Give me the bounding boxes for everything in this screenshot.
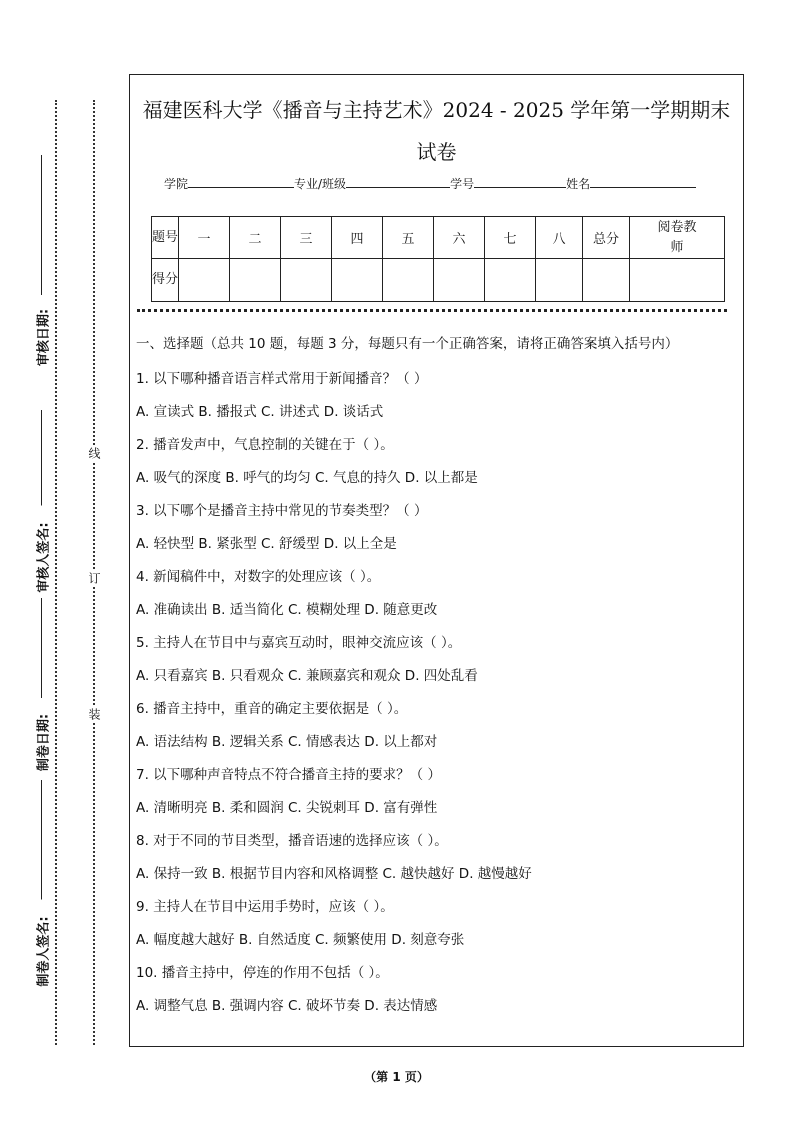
college-field[interactable] [188,175,294,188]
score-cell[interactable] [630,259,725,302]
student-info-row [164,175,696,192]
major-class-field[interactable] [346,175,450,188]
question-list [136,363,736,1023]
reviewer-sign-underline [41,410,42,520]
question-1-options: A. 宣读式 B. 播报式 C. 讲述式 D. 谈话式 [136,404,384,420]
score-table-header-label: 题号 [152,217,179,259]
score-col-header: 四 [332,217,383,259]
exam-content [136,333,736,1023]
binding-mark-zhuang: 装 [87,708,101,720]
score-cell[interactable] [383,259,434,302]
score-cell[interactable] [179,259,230,302]
maker-sign-underline [41,780,42,905]
question-2-options: A. 吸气的深度 B. 呼气的均匀 C. 气息的持久 D. 以上都是 [136,470,478,486]
score-col-header: 阅卷教师 [630,217,725,259]
question-6: 6. 播音主持中，重音的确定主要依据是（ ）。 [136,701,408,717]
question-9-options: A. 幅度越大越好 B. 自然适度 C. 频繁使用 D. 刻意夸张 [136,932,465,948]
exam-title-line1: 福建医科大学《播音与主持艺术》2024 - 2025 学年第一学期期末 [142,98,731,122]
question-7-options: A. 清晰明亮 B. 柔和圆润 C. 尖锐刺耳 D. 富有弹性 [136,800,438,816]
score-cell[interactable] [332,259,383,302]
question-10-options: A. 调整气息 B. 强调内容 C. 破坏节奏 D. 表达情感 [136,998,438,1014]
section-heading: 一、选择题（总共 10 题，每题 3 分，每题只有一个正确答案，请将正确答案填入括号内） [136,336,679,352]
binding-margin [0,0,128,1122]
question-3-options: A. 轻快型 B. 紧张型 C. 舒缓型 D. 以上全是 [136,536,397,552]
score-col-header: 总分 [583,217,630,259]
score-col-header: 二 [230,217,281,259]
major-class-label: 专业/班级 [294,177,347,191]
college-label: 学院 [164,177,189,191]
maker-sign-label: 制卷人签名: [33,900,52,1004]
score-cell[interactable] [583,259,630,302]
section-divider [137,309,727,312]
exam-title [130,89,743,173]
student-id-label: 学号 [450,177,475,191]
score-col-header: 一 [179,217,230,259]
question-1: 1. 以下哪种播音语言样式常用于新闻播音？（ ） [136,371,428,387]
binding-dotted-line [55,100,57,1045]
review-date-underline [41,155,42,295]
score-cell[interactable] [434,259,485,302]
exam-title-line2: 试卷 [416,140,457,164]
question-4-options: A. 准确读出 B. 适当简化 C. 模糊处理 D. 随意更改 [136,602,438,618]
score-table-row-label: 得分 [152,259,179,302]
score-col-header: 八 [536,217,583,259]
student-id-field[interactable] [474,175,566,188]
score-cell[interactable] [230,259,281,302]
question-9: 9. 主持人在节目中运用手势时，应该（ ）。 [136,899,394,915]
question-2: 2. 播音发声中，气息控制的关键在于（ ）。 [136,437,394,453]
question-4: 4. 新闻稿件中，对数字的处理应该（ ）。 [136,569,381,585]
page-number: （第 1 页） [364,1070,429,1084]
score-cell[interactable] [485,259,536,302]
exam-frame [129,74,744,1047]
name-field[interactable] [590,175,696,188]
reviewer-sign-label: 审核人签名: [33,506,52,610]
score-col-header: 三 [281,217,332,259]
question-8: 8. 对于不同的节目类型，播音语速的选择应该（ ）。 [136,833,448,849]
review-date-label: 审核日期: [33,300,52,376]
maker-date-label: 制卷日期: [33,705,52,781]
score-col-header: 五 [383,217,434,259]
question-3: 3. 以下哪个是播音主持中常见的节奏类型？（ ） [136,503,428,519]
name-label: 姓名 [566,177,591,191]
binding-mark-line: 线 [87,447,101,459]
binding-mark-ding: 订 [87,572,101,584]
question-5-options: A. 只看嘉宾 B. 只看观众 C. 兼顾嘉宾和观众 D. 四处乱看 [136,668,478,684]
score-cell[interactable] [281,259,332,302]
score-table [151,216,725,302]
question-6-options: A. 语法结构 B. 逻辑关系 C. 情感表达 D. 以上都对 [136,734,438,750]
score-col-header: 七 [485,217,536,259]
question-7: 7. 以下哪种声音特点不符合播音主持的要求？（ ） [136,767,441,783]
question-8-options: A. 保持一致 B. 根据节目内容和风格调整 C. 越快越好 D. 越慢越好 [136,866,532,882]
score-col-header: 六 [434,217,485,259]
maker-date-underline [41,598,42,698]
score-cell[interactable] [536,259,583,302]
question-10: 10. 播音主持中，停连的作用不包括（ ）。 [136,965,389,981]
question-5: 5. 主持人在节目中与嘉宾互动时，眼神交流应该（ ）。 [136,635,462,651]
